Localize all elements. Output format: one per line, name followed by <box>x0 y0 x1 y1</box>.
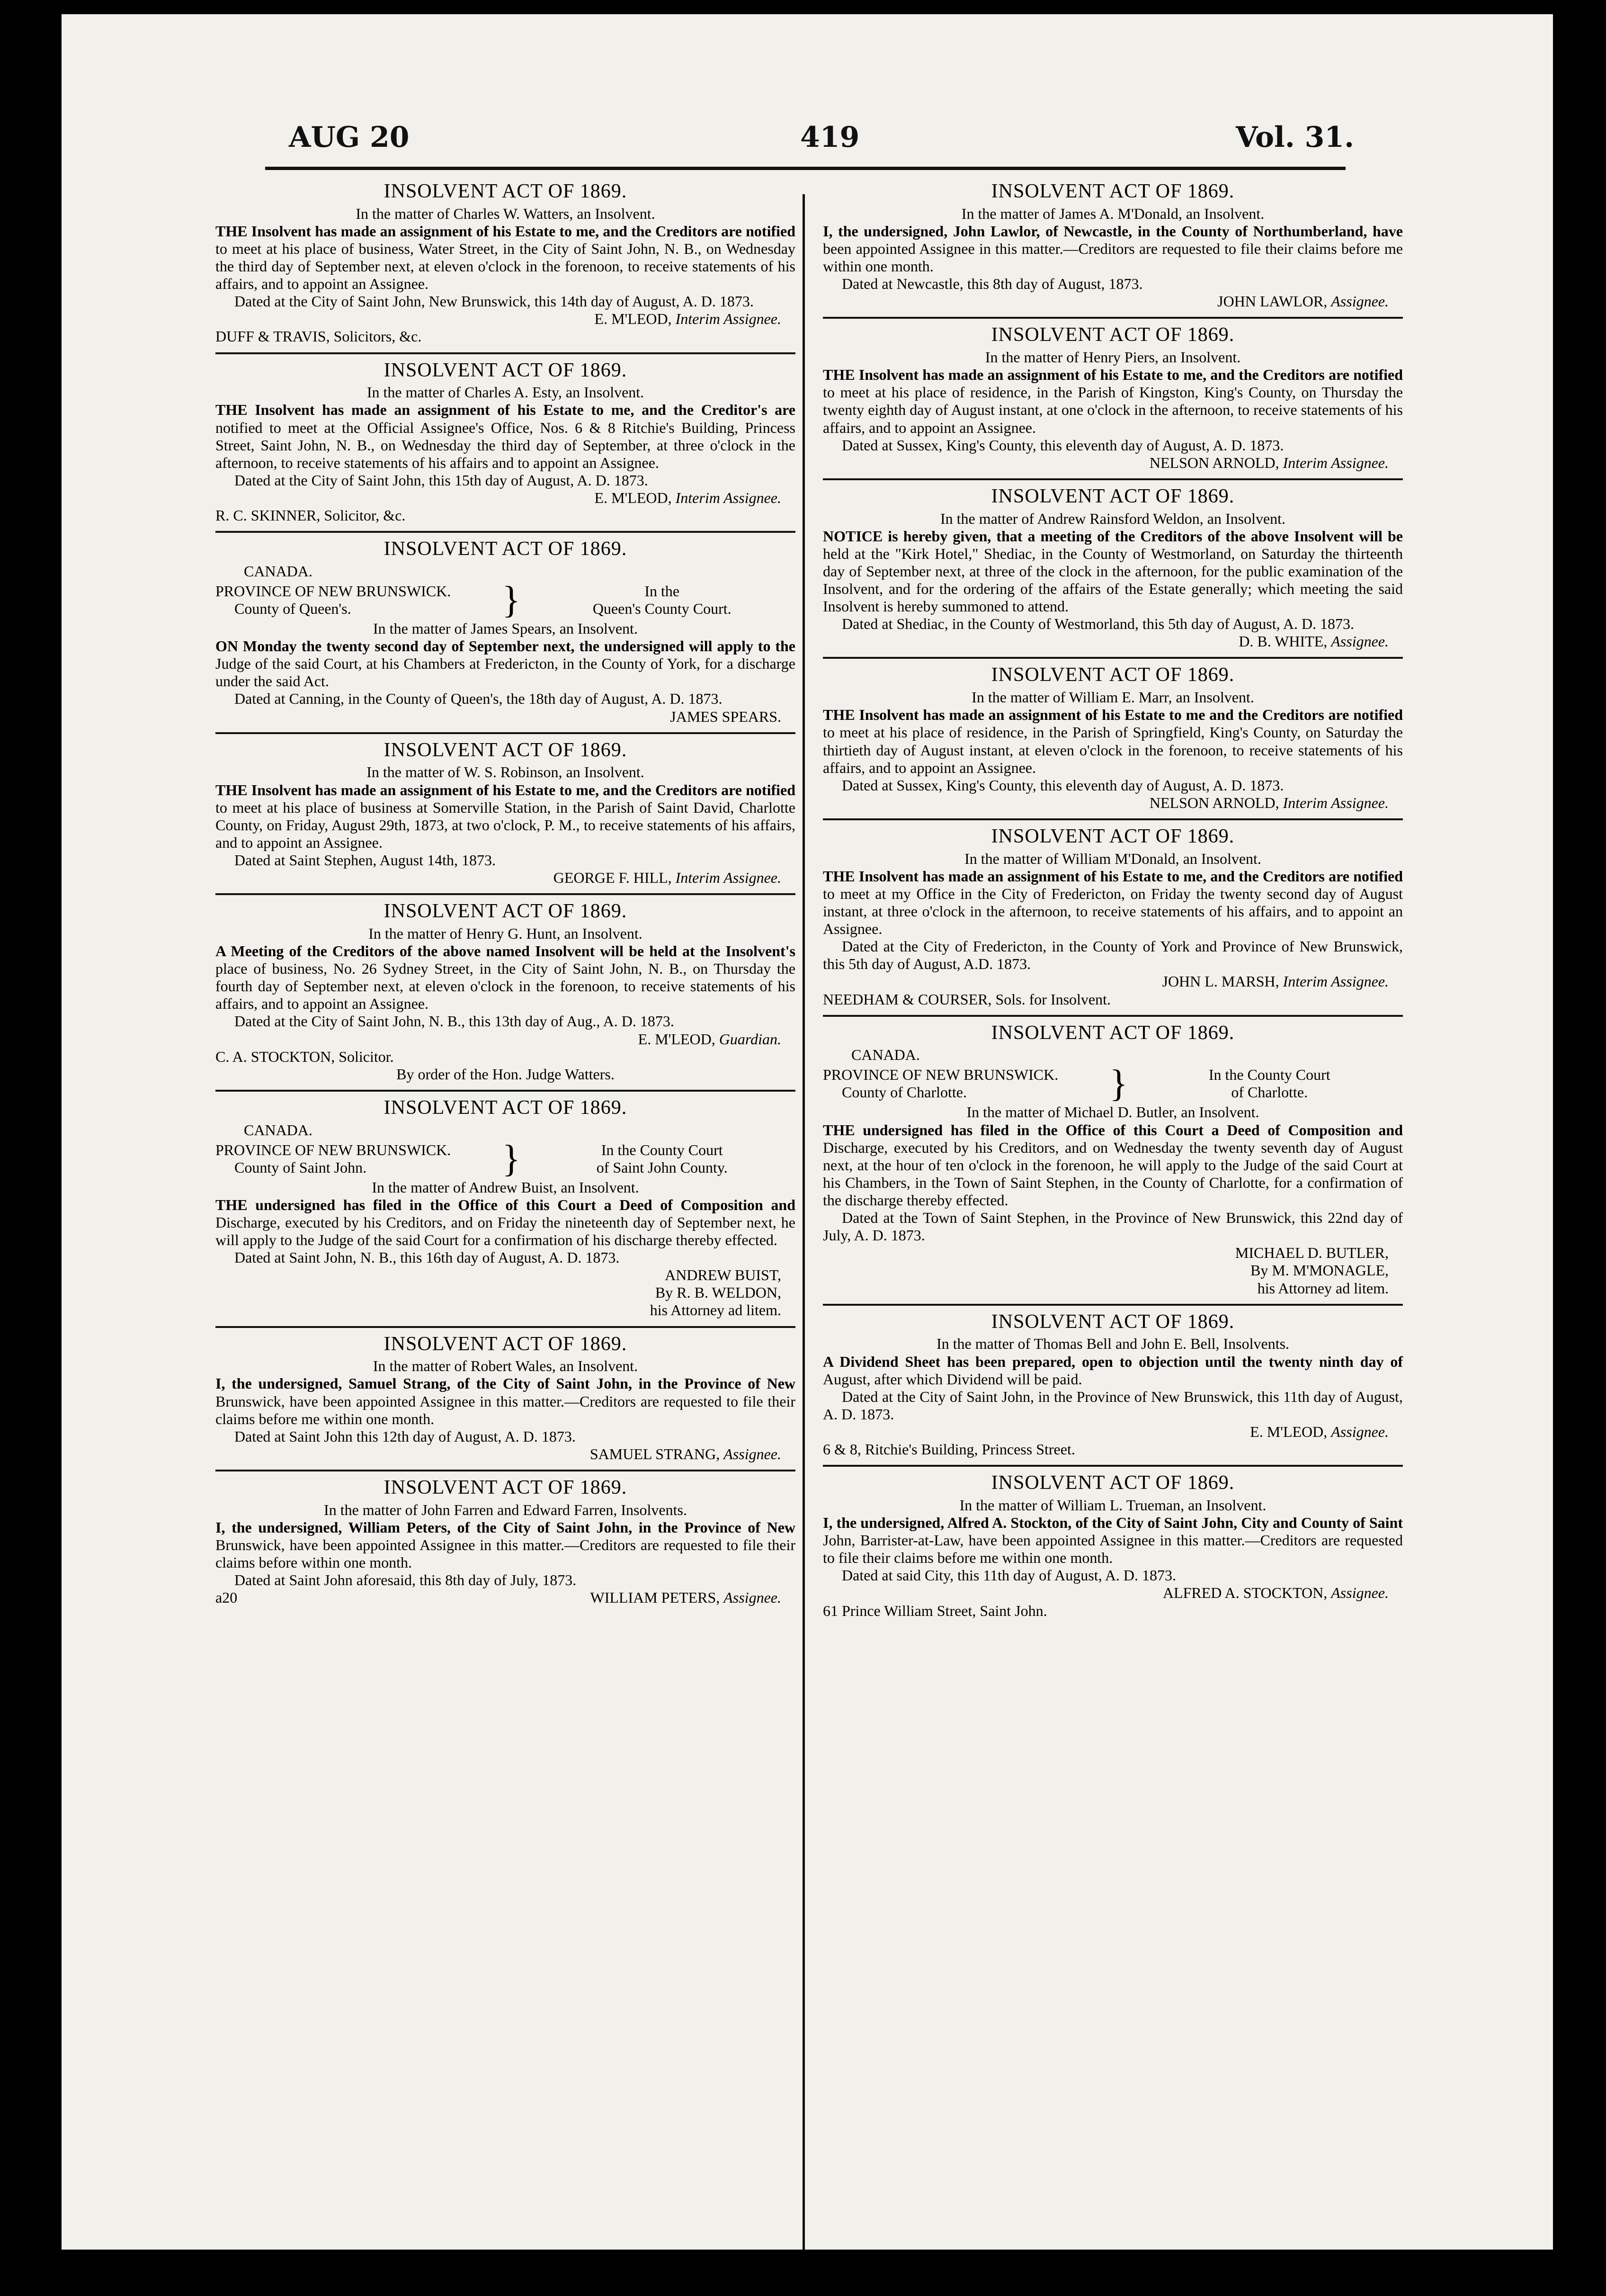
signature <box>823 1423 1403 1441</box>
signature-block <box>1150 794 1389 811</box>
signature-block <box>670 708 781 725</box>
signature-role: Interim Assignee. <box>1283 454 1389 471</box>
province-block <box>823 1066 1101 1101</box>
signature <box>823 454 1403 472</box>
notice-matter: In the matter of Andrew Buist, an Insolvent. <box>372 1178 639 1196</box>
notice-matter: In the matter of William L. Trueman, an Insolvent. <box>959 1496 1267 1514</box>
signature-name: E. M'LEOD, <box>594 310 672 328</box>
signature-block <box>1250 1423 1389 1440</box>
signature <box>215 489 795 507</box>
volume-number: Vol. 31. <box>1235 121 1354 154</box>
notice-body: ON Monday the twenty second day of September next, the undersigned will apply to the Judge of the said Court, at his Chambers at Fredericton, in the County of York, for a discharge under the said Act. <box>215 637 795 690</box>
column-divider <box>803 194 805 2250</box>
notice-dated: Dated at Sussex, King's County, this eleventh day of August, A. D. 1873. <box>842 436 1284 454</box>
signature-role: Interim Assignee. <box>1283 973 1389 990</box>
signature-role: Interim Assignee. <box>1283 794 1389 811</box>
signature-block <box>1239 633 1389 650</box>
court-heading <box>215 581 795 619</box>
notice-matter: In the matter of Andrew Rainsford Weldon, an Insolvent. <box>940 510 1286 527</box>
notice <box>215 175 795 354</box>
province: PROVINCE OF NEW BRUNSWICK. <box>215 1141 451 1158</box>
signature-name: JOHN LAWLOR, <box>1217 293 1328 310</box>
notice-dated: Dated at the City of Saint John, New Brunswick, this 14th day of August, A. D. 1873. <box>234 293 754 310</box>
signature <box>823 633 1403 650</box>
notice-dated: Dated at Saint Stephen, August 14th, 1873. <box>234 851 496 869</box>
notice-matter: In the matter of James A. M'Donald, an Insolvent. <box>961 205 1265 222</box>
province-block <box>215 1141 494 1176</box>
notice-title: INSOLVENT ACT OF 1869. <box>991 485 1235 507</box>
signature-role: Assignee. <box>1331 1584 1389 1602</box>
notice-dated: Dated at the Town of Saint Stephen, in the Province of New Brunswick, this 22nd day of July, A. D. 1873. <box>823 1209 1403 1244</box>
court-block <box>529 1141 796 1176</box>
notice-body: THE Insolvent has made an assignment of his Estate to me, and the Creditors are notified to meet at his place of residence, in the Parish of Kingston, King's County, on Thursday the twenty eighth day of August instant, at one o'clock in the afternoon, to receive statements of his affairs, and to appoint an Assignee. <box>823 366 1403 436</box>
signature-role: Assignee. <box>1331 1423 1389 1440</box>
notice-title: INSOLVENT ACT OF 1869. <box>384 900 627 923</box>
signature-role: Assignee. <box>723 1445 781 1462</box>
notice-matter: In the matter of Henry Piers, an Insolvent. <box>985 349 1241 366</box>
notice-matter: In the matter of Charles A. Esty, an Insolvent. <box>366 384 644 401</box>
signature-block <box>638 1031 781 1048</box>
signature <box>215 869 795 887</box>
notice-dated: Dated at Shediac, in the County of Westmorland, this 5th day of August, A. D. 1873. <box>842 615 1355 633</box>
notice-dated: Dated at the City of Saint John, N. B., this 13th day of Aug., A. D. 1873. <box>234 1013 674 1030</box>
county: County of Saint John. <box>234 1158 367 1176</box>
court-line: of Charlotte. <box>1231 1084 1308 1101</box>
signature-name: WILLIAM PETERS, <box>590 1589 720 1606</box>
signature-block <box>1217 293 1389 310</box>
notice-dated: Dated at Saint John, N. B., this 16th day of August, A. D. 1873. <box>234 1249 620 1266</box>
notice-dated: Dated at Saint John aforesaid, this 8th day of July, 1873. <box>234 1571 577 1589</box>
court-line: In the County Court <box>601 1141 723 1158</box>
signature-by: By R. B. WELDON, <box>655 1284 781 1301</box>
notice-dated: Dated at Saint John this 12th day of August, A. D. 1873. <box>234 1427 576 1445</box>
signature-block <box>1163 1584 1389 1601</box>
signature-by: By M. M'MONAGLE, <box>1250 1262 1389 1279</box>
signature-block <box>590 1589 782 1606</box>
notice-title: INSOLVENT ACT OF 1869. <box>384 1476 627 1498</box>
notice-title: INSOLVENT ACT OF 1869. <box>384 180 627 202</box>
notice-matter: In the matter of William M'Donald, an Insolvent. <box>964 850 1261 867</box>
brace: } <box>1109 1063 1128 1105</box>
notice-title: INSOLVENT ACT OF 1869. <box>991 1022 1235 1044</box>
notice-matter: In the matter of James Spears, an Insolvent. <box>373 620 638 637</box>
jurisdiction: CANADA. <box>244 562 312 580</box>
notice-title: INSOLVENT ACT OF 1869. <box>384 1333 627 1355</box>
notice-note: DUFF & TRAVIS, Solicitors, &c. <box>215 328 422 345</box>
notice-matter: In the matter of Henry G. Hunt, an Insolvent. <box>368 924 642 942</box>
notice-title: INSOLVENT ACT OF 1869. <box>991 664 1235 686</box>
notice-body: A Meeting of the Creditors of the above named Insolvent will be held at the Insolvent's place of business, No. 26 Sydney Street, in the City of Saint John, N. B., on Thursday the fourth day of September next, at eleven o'clock in the forenoon, to receive statements of his affairs, and to appoint an Assignee. <box>215 942 795 1013</box>
page-number: 419 <box>800 121 860 154</box>
signature-block <box>595 489 781 506</box>
notice-matter: In the matter of Robert Wales, an Insolvent. <box>373 1357 638 1375</box>
left-column <box>215 175 795 1613</box>
notice <box>215 354 795 533</box>
notice <box>215 734 795 895</box>
notice-matter: In the matter of W. S. Robinson, an Insolvent. <box>366 763 644 781</box>
signature-block <box>1150 454 1389 471</box>
notice-note: R. C. SKINNER, Solicitor, &c. <box>215 507 406 524</box>
notice-body: THE undersigned has filed in the Office of this Court a Deed of Composition and Discharge, executed by his Creditors, and on Friday the nineteenth day of September next, he will apply to the Judge of the said Court for a confirmation of his discharge thereby effected. <box>215 1196 795 1249</box>
notice <box>215 1471 795 1613</box>
notice-body: THE Insolvent has made an assignment of his Estate to me, and the Creditors are notified to meet at his place of business at Somerville Station, in the Parish of Saint David, Charlotte County, on Friday, August 29th, 1873, at two o'clock, P. M., to receive statements of his affairs, and to appoint an Assignee. <box>215 781 795 851</box>
notice <box>215 895 795 1092</box>
signature-attorney: his Attorney ad litem. <box>650 1301 781 1319</box>
signature-role: Interim Assignee. <box>675 489 781 506</box>
right-column <box>823 175 1403 1626</box>
notice-body: THE Insolvent has made an assignment of his Estate to me, and the Creditors are notified to meet at my Office in the City of Fredericton, on Friday the twenty second day of August instant, at three o'clock in the afternoon, to receive statements of his affairs, and to appoint an Assignee. <box>823 867 1403 938</box>
county: County of Charlotte. <box>842 1084 967 1101</box>
notice-body: NOTICE is hereby given, that a meeting of the Creditors of the above Insolvent will be held at the "Kirk Hotel," Shediac, in the County of Westmorland, on Saturday the thirteenth day of September next, at three of the clock in the afternoon, for the public examination of the Insolvent, and for the ordering of the affairs of the Estate generally; which meeting the said Insolvent is hereby summoned to attend. <box>823 527 1403 615</box>
signature-name: JAMES SPEARS. <box>670 708 781 725</box>
header-date: AUG 20 <box>289 121 410 154</box>
header-rule <box>265 167 1346 170</box>
notice-matter: In the matter of Thomas Bell and John E. Bell, Insolvents. <box>936 1335 1290 1353</box>
signature <box>823 794 1403 812</box>
notice-title: INSOLVENT ACT OF 1869. <box>384 538 627 560</box>
notice-title: INSOLVENT ACT OF 1869. <box>384 1096 627 1119</box>
notice-body: I, the undersigned, Samuel Strang, of the City of Saint John, in the Province of New Brunswick, have been appointed Assignee in this matter.—Creditors are requested to file their claims before me within one month. <box>215 1375 795 1427</box>
signature-role: Interim Assignee. <box>675 310 781 328</box>
notice-dated: Dated at Canning, in the County of Queen's, the 18th day of August, A. D. 1873. <box>234 690 723 708</box>
signature-name: NELSON ARNOLD, <box>1149 454 1279 471</box>
province: PROVINCE OF NEW BRUNSWICK. <box>823 1066 1059 1084</box>
signature <box>215 310 795 328</box>
court-line: In the County Court <box>1208 1066 1330 1084</box>
notice-note: C. A. STOCKTON, Solicitor. <box>215 1048 394 1065</box>
notice-body: THE undersigned has filed in the Office of this Court a Deed of Composition and Discharge, executed by his Creditors, and on Wednesday the twenty seventh day of August next, at the hour of ten o'clock in the forenoon, he will apply to the Judge of the said Court at his Chambers, in the Town of Saint Stephen, in the County of Charlotte, for a confirmation of the discharge thereby effected. <box>823 1121 1403 1209</box>
signature-block <box>595 310 781 327</box>
notice-dated: Dated at Sussex, King's County, this eleventh day of August, A. D. 1873. <box>842 776 1284 794</box>
notice-matter: In the matter of Charles W. Watters, an Insolvent. <box>356 205 655 222</box>
signature <box>215 1031 795 1048</box>
signature: MICHAEL D. BUTLER, <box>1235 1244 1389 1262</box>
notice-dated: Dated at said City, this 11th day of August, A. D. 1873. <box>842 1567 1177 1584</box>
province: PROVINCE OF NEW BRUNSWICK. <box>215 582 451 600</box>
signature-name: JOHN L. MARSH, <box>1162 973 1279 990</box>
notice-body: THE Insolvent has made an assignment of his Estate to me, and the Creditor's are notified to meet at the Official Assignee's Office, Nos. 6 & 8 Ritchie's Building, Princess Street, Saint John, N. B., on Wednesday the third day of September, at three o'clock in the afternoon, to receive statements of his affairs and to appoint an Assignee. <box>215 401 795 471</box>
signature-role: Guardian. <box>719 1030 781 1048</box>
signature-attorney: his Attorney ad litem. <box>1257 1279 1389 1297</box>
court-line: of Saint John County. <box>596 1158 728 1176</box>
notice-body: I, the undersigned, Alfred A. Stockton, of the City of Saint John, City and County of Saint John, Barrister-at-Law, have been appointed Assignee in this matter.—Creditors are requested to file their claims before me within one month. <box>823 1514 1403 1567</box>
notice <box>215 1328 795 1471</box>
signature-role: Assignee. <box>1331 633 1389 650</box>
notice-title: INSOLVENT ACT OF 1869. <box>991 825 1235 847</box>
notice <box>215 533 795 734</box>
jurisdiction: CANADA. <box>244 1121 312 1139</box>
signature <box>823 293 1403 310</box>
signature <box>823 1584 1403 1602</box>
signature-role: Assignee. <box>723 1589 781 1606</box>
notice-dated: Dated at Newcastle, this 8th day of August, 1873. <box>842 275 1143 293</box>
court-block <box>1136 1066 1403 1101</box>
signature-role: Interim Assignee. <box>675 869 781 887</box>
notice-title: INSOLVENT ACT OF 1869. <box>991 1310 1235 1333</box>
court-heading <box>823 1065 1403 1103</box>
signature-name: D. B. WHITE, <box>1239 633 1328 650</box>
court-heading <box>215 1140 795 1178</box>
signature <box>215 708 795 726</box>
notice-title: INSOLVENT ACT OF 1869. <box>384 359 627 381</box>
notice <box>823 175 1403 319</box>
signature-block <box>590 1445 781 1462</box>
notice <box>823 820 1403 1017</box>
signature-name: E. M'LEOD, <box>638 1030 715 1048</box>
signature-name: SAMUEL STRANG, <box>589 1445 720 1462</box>
notice <box>823 319 1403 480</box>
jurisdiction: CANADA. <box>851 1046 920 1064</box>
notice-title: INSOLVENT ACT OF 1869. <box>991 180 1235 202</box>
notice-title: INSOLVENT ACT OF 1869. <box>991 1472 1235 1494</box>
signature <box>823 973 1403 990</box>
notice-note: 61 Prince William Street, Saint John. <box>823 1602 1047 1619</box>
notice <box>823 1017 1403 1306</box>
signature-block <box>1162 973 1389 990</box>
signature-name: ALFRED A. STOCKTON, <box>1162 1584 1328 1602</box>
signature <box>215 1445 795 1463</box>
notice-body: THE Insolvent has made an assignment of his Estate to me, and the Creditors are notified to meet at his place of business, Water Street, in the City of Saint John, N. B., on Wednesday the third day of September next, at eleven o'clock in the forenoon, to receive statements of his affairs, and to appoint an Assignee. <box>215 222 795 293</box>
notice-matter: In the matter of John Farren and Edward Farren, Insolvents. <box>324 1501 687 1518</box>
court-line: In the <box>644 582 680 600</box>
signature-name: E. M'LEOD, <box>1250 1423 1328 1440</box>
signature: ANDREW BUIST, <box>665 1266 781 1284</box>
notice-dated: Dated at the City of Saint John, this 15th day of August, A. D. 1873. <box>234 471 648 489</box>
court-line: Queen's County Court. <box>592 600 732 618</box>
notice-title: INSOLVENT ACT OF 1869. <box>991 324 1235 346</box>
notice <box>823 1306 1403 1467</box>
insertion-mark: a20 <box>215 1589 238 1606</box>
notice <box>823 659 1403 820</box>
notice-matter: In the matter of Michael D. Butler, an Insolvent. <box>966 1103 1259 1121</box>
notice-note: 6 & 8, Ritchie's Building, Princess Street. <box>823 1441 1075 1458</box>
notice-body: I, the undersigned, John Lawlor, of Newcastle, in the County of Northumberland, have been appointed Assignee in this matter.—Creditors are requested to file their claims before me within one month. <box>823 222 1403 275</box>
notice-note: NEEDHAM & COURSER, Sols. for Insolvent. <box>823 990 1111 1008</box>
brace: } <box>502 579 520 621</box>
notice-dated: Dated at the City of Fredericton, in the County of York and Province of New Brunswick, this 5th day of August, A.D. 1873. <box>823 938 1403 973</box>
notice-matter: In the matter of William E. Marr, an Insolvent. <box>972 689 1254 706</box>
county: County of Queen's. <box>234 600 351 618</box>
notice <box>823 480 1403 659</box>
brace: } <box>502 1138 520 1180</box>
notice-dated: Dated at the City of Saint John, in the Province of New Brunswick, this 11th day of August, A. D. 1873. <box>823 1388 1403 1423</box>
court-order: By order of the Hon. Judge Watters. <box>396 1065 615 1083</box>
signature <box>215 1589 795 1606</box>
signature-name: E. M'LEOD, <box>594 489 672 506</box>
signature-name: NELSON ARNOLD, <box>1149 794 1279 811</box>
notice <box>215 1092 795 1328</box>
notice-title: INSOLVENT ACT OF 1869. <box>384 739 627 761</box>
notice-body: THE Insolvent has made an assignment of his Estate to me and the Creditors are notified to meet at his place of residence, in the Parish of Springfield, King's County, on Saturday the thirtieth day of August instant, at eleven o'clock in the forenoon, to receive statements of his affairs, and to appoint an Assignee. <box>823 706 1403 776</box>
signature-role: Assignee. <box>1331 293 1389 310</box>
notice-body: I, the undersigned, William Peters, of the City of Saint John, in the Province of New Brunswick, have been appointed Assignee in this matter.—Creditors are requested to file their claims before within one month. <box>215 1518 795 1571</box>
signature-block <box>553 869 781 886</box>
province-block <box>215 583 494 618</box>
notice <box>823 1467 1403 1626</box>
signature-name: GEORGE F. HILL, <box>553 869 672 887</box>
notice-body: A Dividend Sheet has been prepared, open to objection until the twenty ninth day of August, after which Dividend will be paid. <box>823 1353 1403 1388</box>
court-block <box>529 583 796 618</box>
